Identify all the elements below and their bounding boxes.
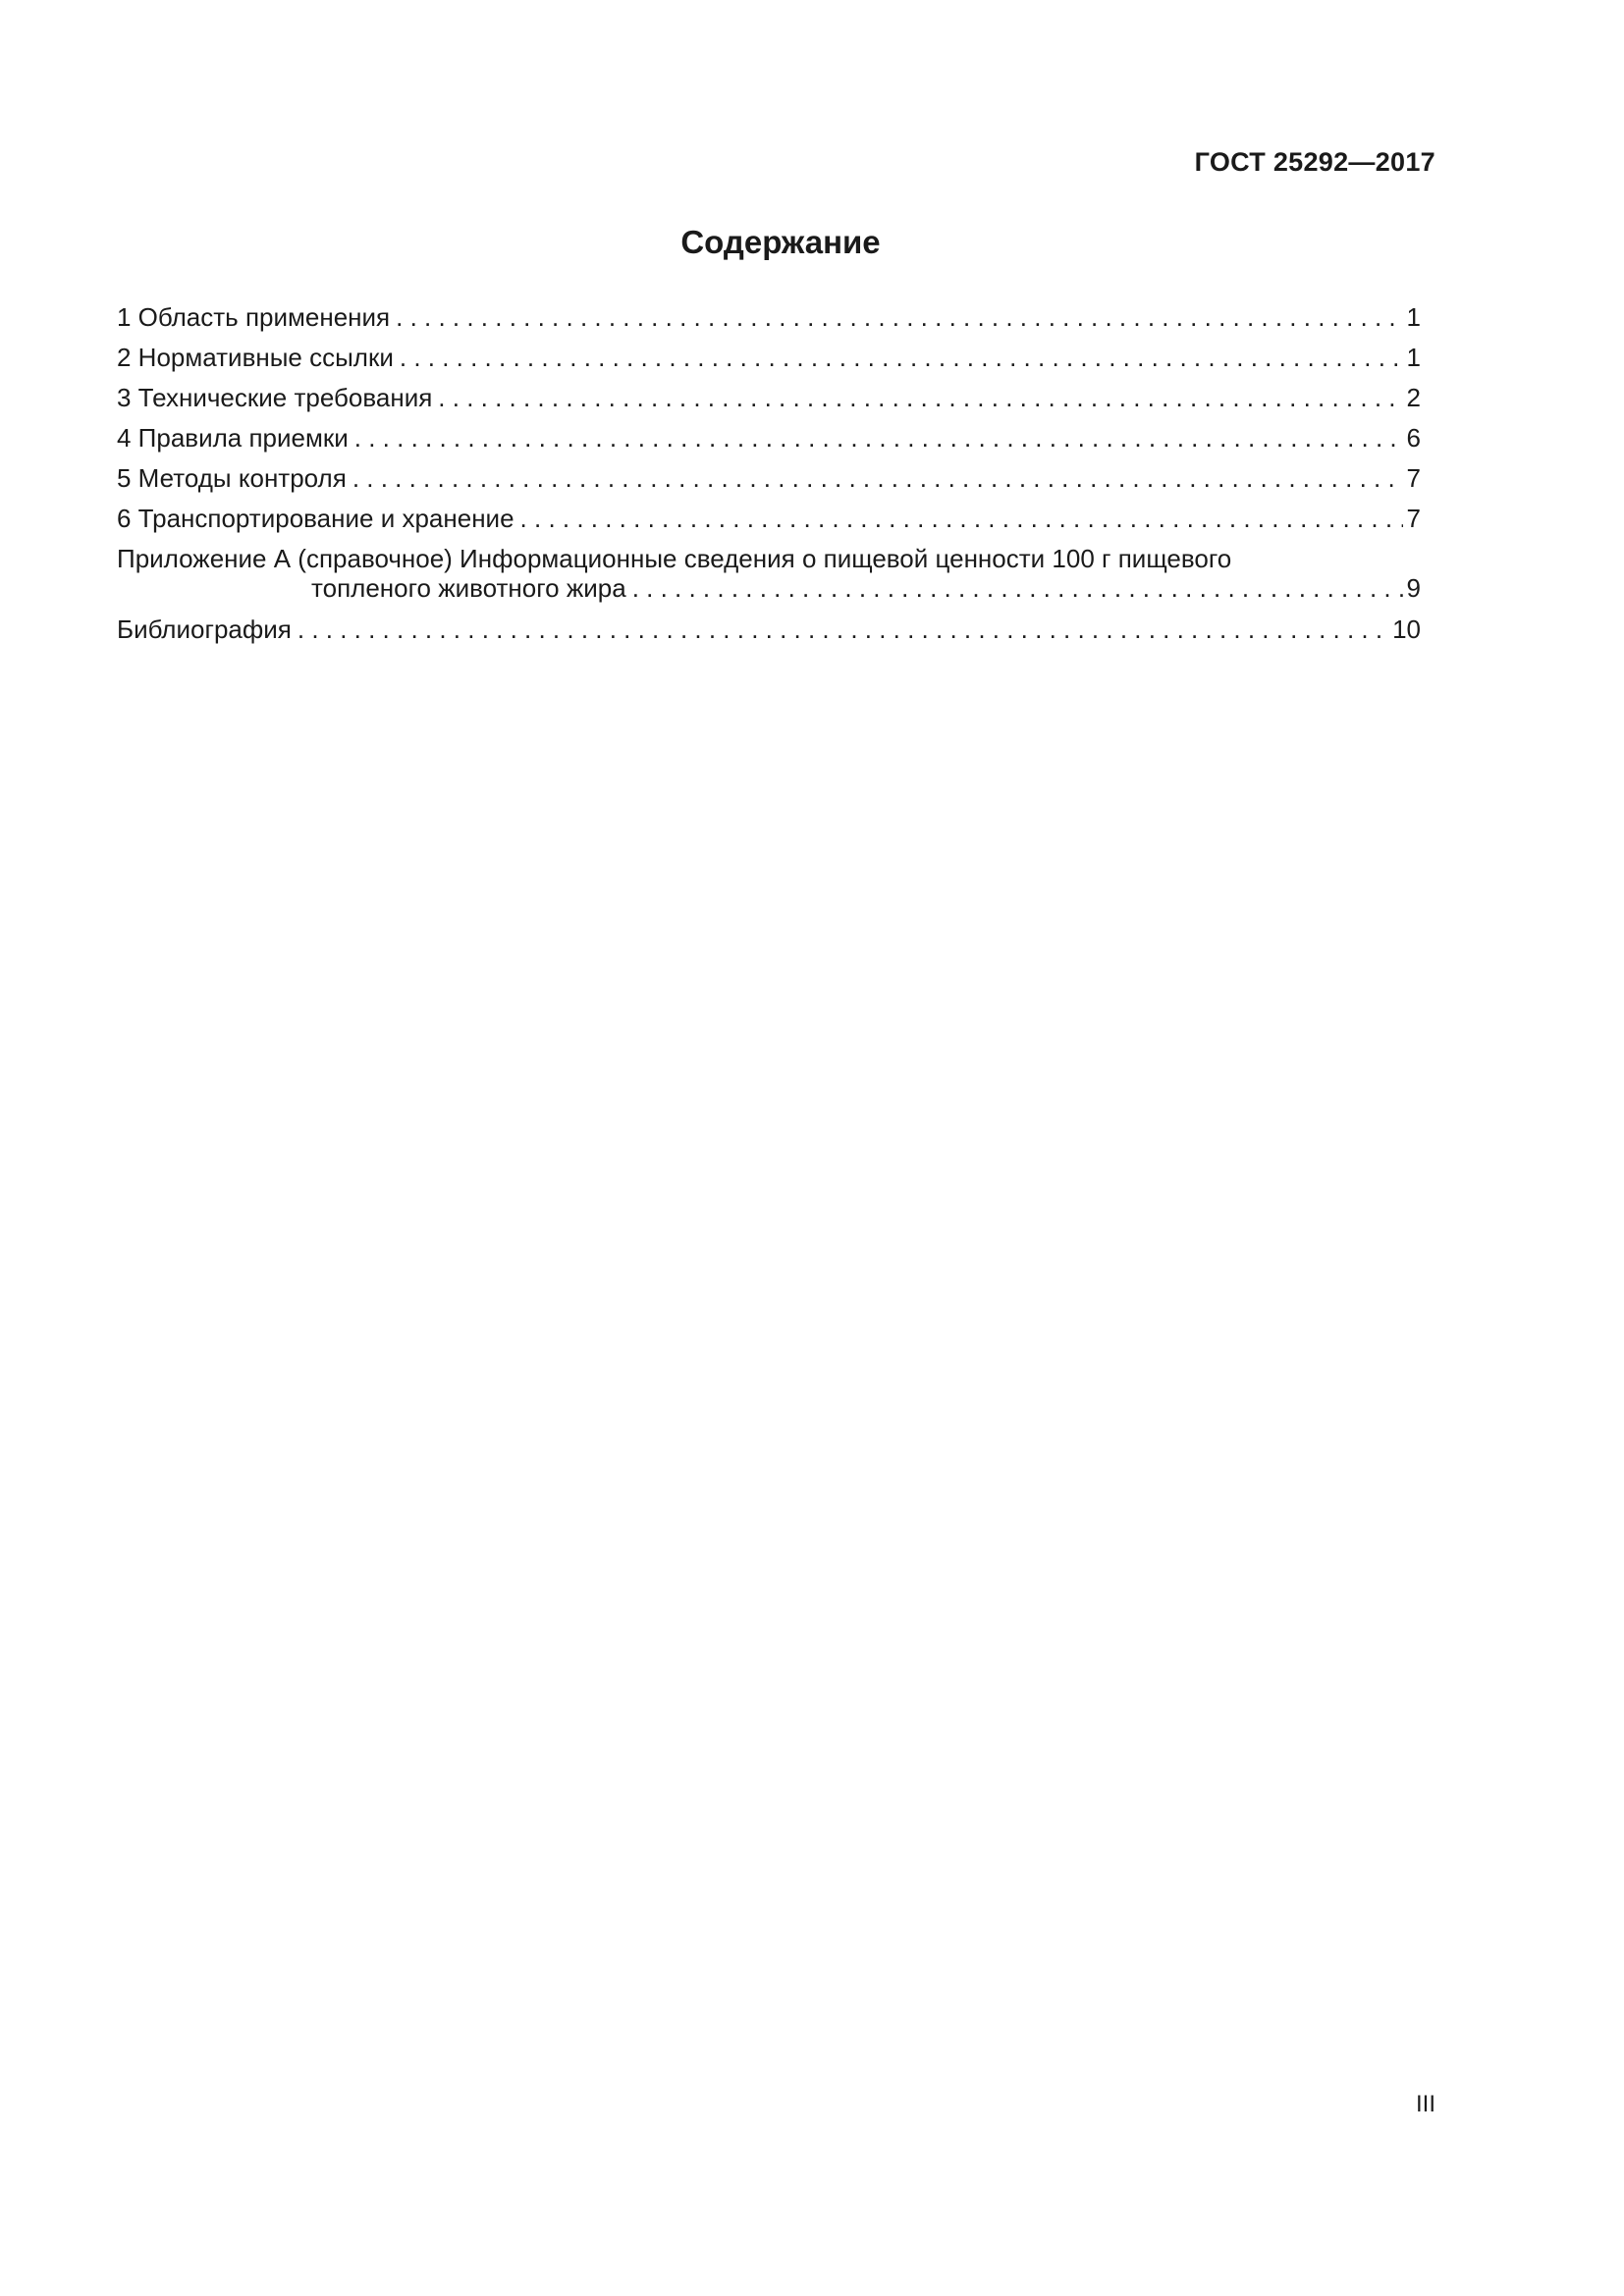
toc-entry-bibliography[interactable]	[117, 610, 1421, 650]
toc-leader-dots	[520, 499, 1403, 539]
toc-entry-continuation	[117, 572, 1421, 604]
toc-entry[interactable]	[117, 297, 1421, 338]
toc-leader-dots	[400, 338, 1403, 378]
toc-entry-label: 4 Правила приемки	[117, 423, 349, 453]
toc-entry[interactable]	[117, 378, 1421, 418]
page-number: III	[1415, 2091, 1435, 2117]
toc-title: Содержание	[680, 224, 881, 260]
toc-entry-page: 7	[1406, 504, 1421, 533]
toc-entry[interactable]	[117, 458, 1421, 499]
toc-entry[interactable]	[117, 418, 1421, 458]
toc-entry-page: 9	[1406, 573, 1421, 603]
toc-leader-dots	[632, 572, 1403, 604]
toc-leader-dots	[298, 610, 1388, 650]
toc-entry-page: 10	[1392, 614, 1421, 644]
toc-leader-dots	[354, 418, 1403, 458]
toc-entry-page: 2	[1406, 383, 1421, 412]
toc-entry-label-line1: Приложение А (справочное) Информационные сведения о пищевой ценности 100 г пищевого	[117, 544, 1232, 573]
toc-entry-label-line2: топленого животного жира	[311, 573, 626, 603]
toc-entry-label: 1 Область применения	[117, 302, 391, 332]
toc-entry-appendix[interactable]	[117, 546, 1421, 604]
toc-leader-dots	[396, 297, 1402, 338]
toc-leader-dots	[352, 458, 1403, 499]
toc-entry-label: 3 Технические требования	[117, 383, 433, 412]
toc-entry-page: 1	[1406, 343, 1421, 372]
toc-entry-page: 6	[1406, 423, 1421, 453]
toc-entry-label: 2 Нормативные ссылки	[117, 343, 394, 372]
toc-entry-label: 6 Транспортирование и хранение	[117, 504, 514, 533]
table-of-contents	[117, 297, 1421, 650]
toc-entry-label: Библиография	[117, 614, 292, 644]
toc-entry[interactable]	[117, 338, 1421, 378]
toc-entry-page: 1	[1406, 302, 1421, 332]
toc-leader-dots	[438, 378, 1402, 418]
toc-entry[interactable]	[117, 499, 1421, 539]
toc-entry-page: 7	[1406, 463, 1421, 493]
toc-entry-label: 5 Методы контроля	[117, 463, 347, 493]
document-code: ГОСТ 25292—2017	[1194, 147, 1435, 177]
